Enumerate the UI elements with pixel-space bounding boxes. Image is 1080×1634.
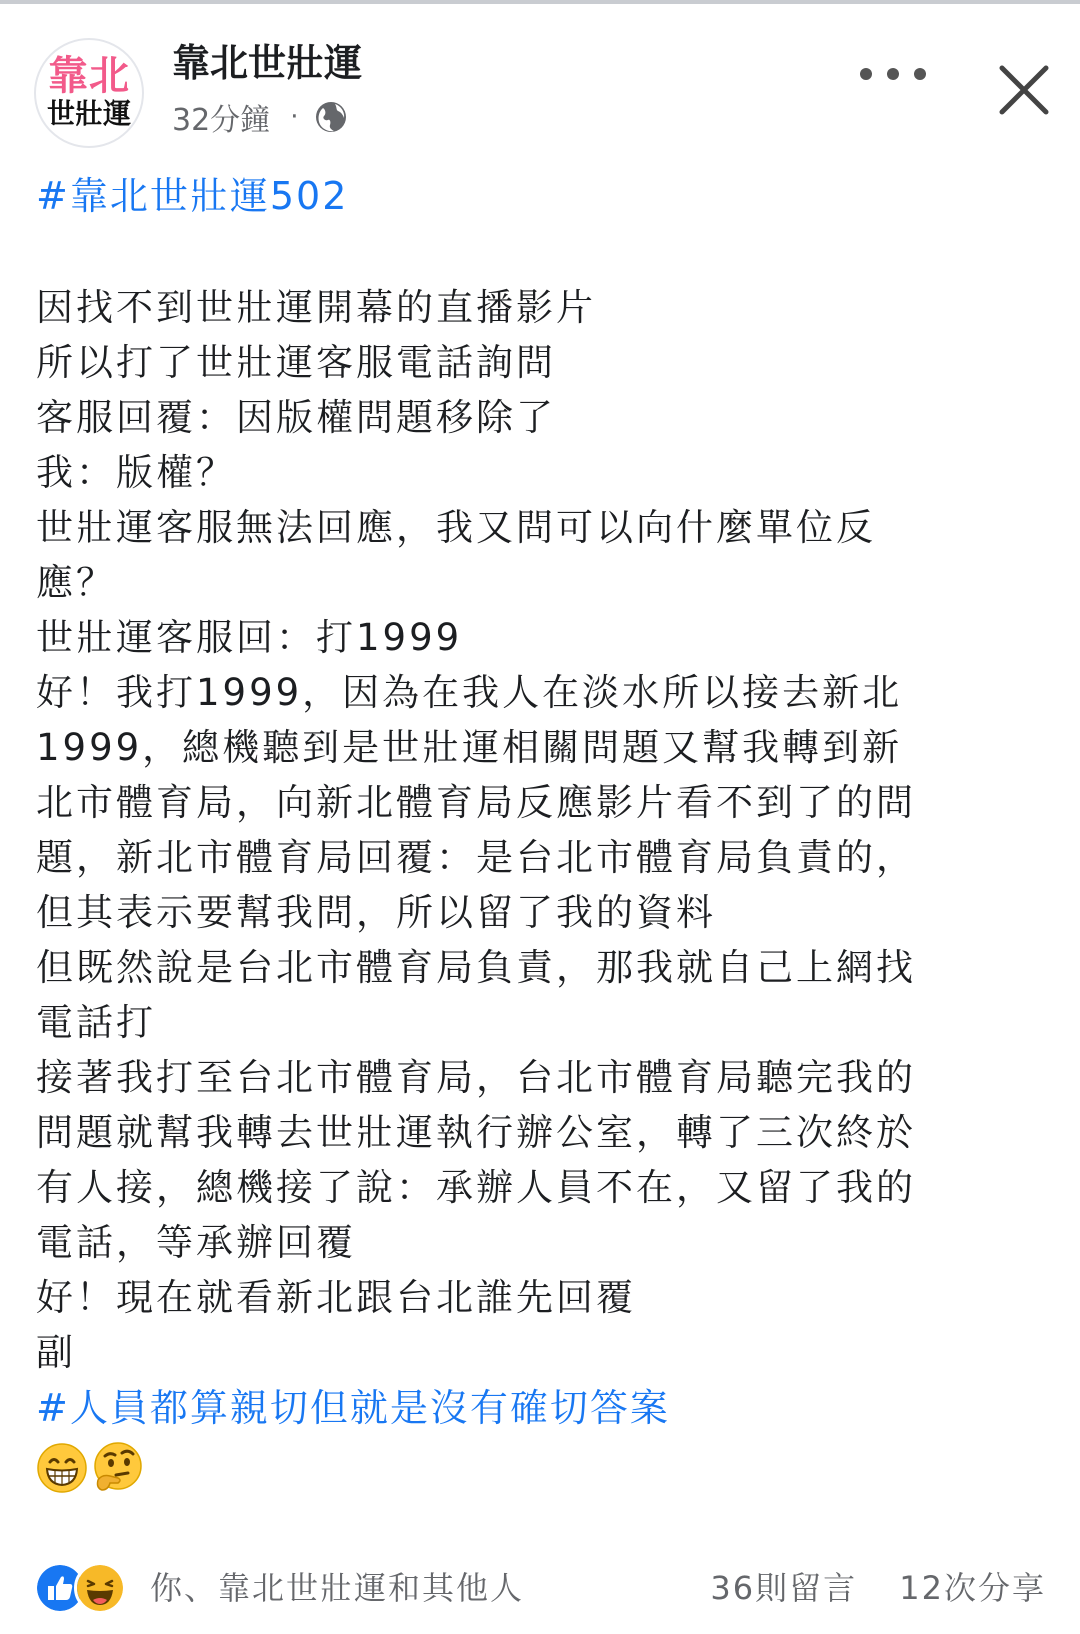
comments-count[interactable]: 36則留言 [710, 1569, 858, 1607]
post-header [0, 30, 1080, 160]
shares-count[interactable]: 12次分享 [899, 1569, 1046, 1607]
post-text-line: 但其表示要幫我問，所以留了我的資料 [36, 891, 716, 934]
post-text-line: 客服回覆：因版權問題移除了 [36, 396, 556, 439]
more-options-icon[interactable] [860, 54, 926, 94]
avatar[interactable] [34, 38, 144, 148]
hashtag-link[interactable]: #人員都算親切但就是沒有確切答案 [36, 1386, 670, 1430]
close-icon[interactable] [994, 60, 1054, 120]
post-text-line: 所以打了世壯運客服電話詢問 [36, 341, 556, 384]
engagement-counts [710, 1560, 1046, 1616]
grinning-face-icon [36, 1442, 88, 1494]
top-divider [0, 0, 1080, 4]
post-timestamp[interactable]: 32分鐘 [172, 103, 271, 138]
post-text-line: 北市體育局，向新北體育局反應影片看不到了的問 [36, 781, 916, 824]
meta-separator: · [290, 102, 299, 132]
post-footer [0, 1560, 1080, 1616]
post-text-line: 應？ [36, 561, 116, 604]
post-text-line: 因找不到世壯運開幕的直播影片 [36, 286, 596, 329]
post-text-line: 電話，等承辦回覆 [36, 1221, 356, 1264]
avatar-text-bottom: 世壯運 [46, 97, 131, 130]
post-body [36, 168, 1046, 1494]
post-text-line: 接著我打至台北市體育局，台北市體育局聽完我的 [36, 1056, 916, 1099]
haha-reaction-icon [74, 1562, 126, 1614]
post-text-line: 好！我打1999，因為在我人在淡水所以接去新北 [36, 671, 903, 714]
post-text-line: 好！現在就看新北跟台北誰先回覆 [36, 1276, 636, 1319]
thinking-face-icon [92, 1442, 144, 1494]
globe-icon [314, 100, 348, 134]
reactors-text[interactable]: 你、靠北世壯運和其他人 [150, 1569, 525, 1607]
post-text-line: 副 [36, 1331, 76, 1374]
reaction-summary[interactable] [34, 1560, 126, 1616]
post-text-line: 1999，總機聽到是世壯運相關問題又幫我轉到新 [36, 726, 903, 769]
post-text-line: 電話打 [36, 1001, 156, 1044]
post-text-line: 世壯運客服無法回應，我又問可以向什麼單位反 [36, 506, 876, 549]
post-text-line: 有人接，總機接了說：承辦人員不在，又留了我的 [36, 1166, 916, 1209]
emoji-row [36, 1442, 1046, 1494]
avatar-text-top: 靠北 [48, 53, 130, 99]
hashtag-link[interactable]: #靠北世壯運502 [36, 174, 349, 218]
post-text-line: 世壯運客服回：打1999 [36, 616, 463, 659]
page-name[interactable]: 靠北世壯運 [172, 41, 363, 85]
post-text-line: 但既然說是台北市體育局負責，那我就自己上網找 [36, 946, 916, 989]
post-meta [172, 96, 348, 138]
post-text-line: 題，新北市體育局回覆：是台北市體育局負責的， [36, 836, 916, 879]
post-text-line: 問題就幫我轉去世壯運執行辦公室，轉了三次終於 [36, 1111, 916, 1154]
post-text-line: 我：版權？ [36, 451, 236, 494]
